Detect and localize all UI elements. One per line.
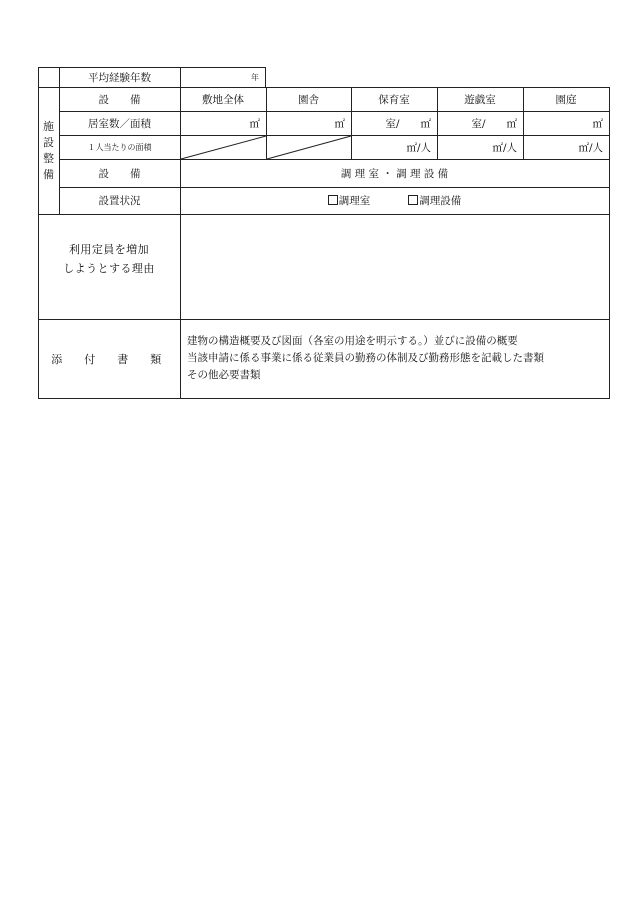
rooms-area-site[interactable]: ㎡ xyxy=(249,117,260,130)
checkbox-icon xyxy=(408,195,418,205)
facility-char: 整 xyxy=(43,151,54,165)
install-status-options xyxy=(180,187,609,214)
facility-label xyxy=(38,87,59,214)
col-site: 敷地全体 xyxy=(202,93,244,106)
kitchen-equipment-value: 調 理 室 ・ 調 理 設 備 xyxy=(340,167,449,180)
attachments-list xyxy=(187,333,544,384)
kitchen-equipment-checkbox[interactable] xyxy=(408,193,461,208)
diagonal-strike xyxy=(267,136,351,159)
rooms-area-playground[interactable]: ㎡ xyxy=(592,117,603,130)
reason-label-line2: しようとする理由 xyxy=(63,262,155,275)
col-playground: 園庭 xyxy=(555,93,577,106)
reason-label-line1: 利用定員を増加 xyxy=(68,243,150,256)
reason-label xyxy=(38,240,180,300)
rooms-area-building[interactable]: ㎡ xyxy=(334,117,345,130)
reason-field[interactable] xyxy=(181,215,609,319)
rule xyxy=(38,398,610,399)
checkbox-label: 調理設備 xyxy=(419,195,462,207)
facility-char: 施 xyxy=(43,119,54,133)
col-nursery-room: 保育室 xyxy=(378,93,410,106)
attachment-item: 建物の構造概要及び図面（各室の用途を明示する。）並びに設備の概要 xyxy=(187,335,518,347)
per-person-playground[interactable]: ㎡/人 xyxy=(578,141,603,154)
kitchen-room-checkbox[interactable] xyxy=(328,193,371,208)
rooms-area-nursery[interactable]: 室/ ㎡ xyxy=(385,117,431,130)
per-person-label: １人当たりの面積 xyxy=(87,142,152,152)
avg-experience-label: 平均経験年数 xyxy=(88,71,151,84)
attachments-label: 添 付 書 類 xyxy=(51,352,167,366)
col-building: 園舎 xyxy=(298,93,319,106)
facility-char: 設 xyxy=(43,135,54,149)
install-status-label: 設置状況 xyxy=(98,195,141,207)
attachment-item: その他必要書類 xyxy=(187,369,261,381)
rule xyxy=(265,67,266,87)
facility-char: 備 xyxy=(43,167,54,181)
col-playroom: 遊戯室 xyxy=(464,93,496,106)
diagonal-strike xyxy=(181,136,266,159)
attachment-item: 当該申請に係る事業に係る従業員の勤務の体制及び勤務形態を記載した書類 xyxy=(187,352,544,364)
per-person-playroom[interactable]: ㎡/人 xyxy=(492,141,517,154)
checkbox-label: 調理室 xyxy=(338,195,371,207)
rooms-area-playroom[interactable]: 室/ ㎡ xyxy=(471,117,517,130)
avg-experience-unit: 年 xyxy=(251,72,259,82)
checkbox-icon xyxy=(328,195,338,205)
rule xyxy=(609,87,610,399)
per-person-nursery[interactable]: ㎡/人 xyxy=(406,141,431,154)
rooms-area-label: 居室数／面積 xyxy=(88,117,151,130)
kitchen-equipment-label: 設 備 xyxy=(98,167,141,180)
equipment-label: 設 備 xyxy=(98,93,141,106)
